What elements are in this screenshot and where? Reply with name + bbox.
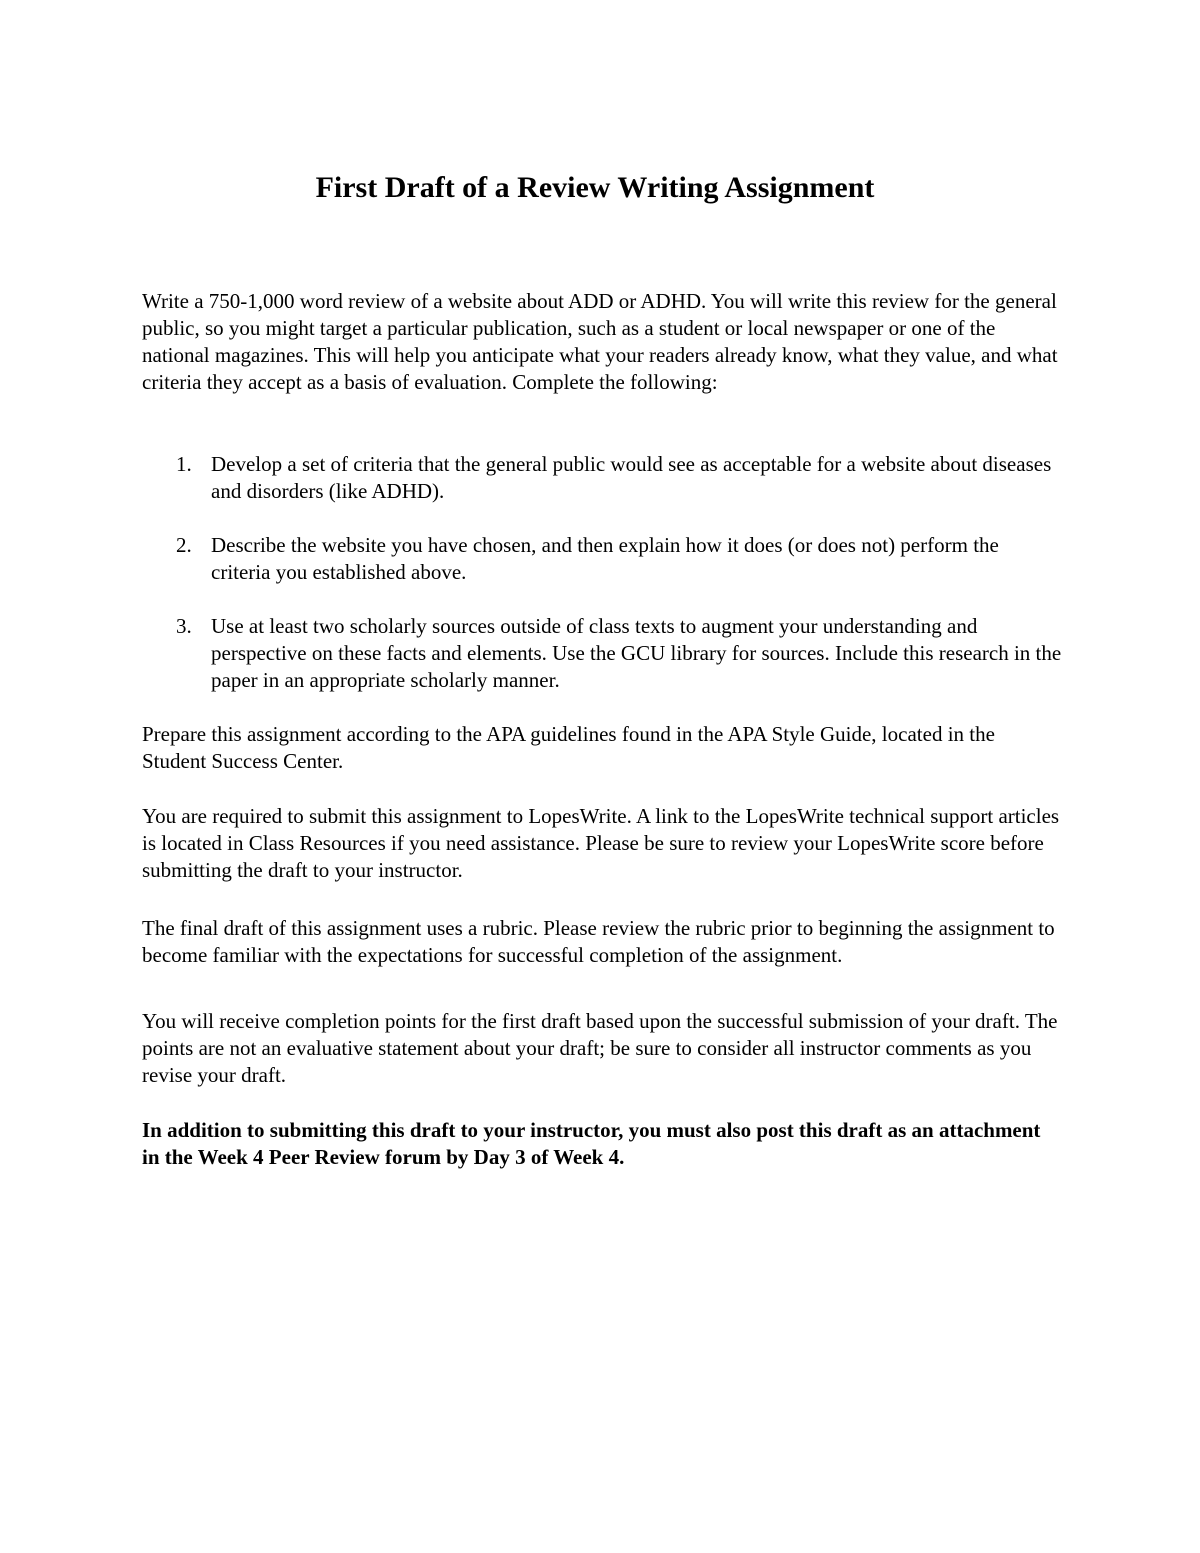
list-item-number: 1. bbox=[176, 452, 192, 476]
list-item bbox=[142, 532, 1062, 586]
list-item-text: Use at least two scholarly sources outside of class texts to augment your understanding and perspective on these facts and elements. Use the GCU library for sources. Include this research in the paper in an appropriate scholarly manner. bbox=[211, 614, 1062, 692]
lopeswrite-paragraph: You are required to submit this assignment to LopesWrite. A link to the LopesWrite technical support articles is located in Class Resources if you need assistance. Please be sure to review your LopesWrite score before submitting the draft to your instructor. bbox=[142, 804, 1060, 882]
intro-paragraph: Write a 750-1,000 word review of a website about ADD or ADHD. You will write this review for the general public, so you might target a particular publication, such as a student or local newspaper or one of the national magazines. This will help you anticipate what your readers already know, what they value, and what criteria they accept as a basis of evaluation. Complete the following: bbox=[142, 289, 1058, 394]
list-item-number: 2. bbox=[176, 533, 192, 557]
peer-review-instruction: In addition to submitting this draft to your instructor, you must also post this draft as an attachment in the Week 4 Peer Review forum by Day 3 of Week 4. bbox=[142, 1118, 1041, 1169]
completion-points-paragraph: You will receive completion points for the first draft based upon the successful submission of your draft. The points are not an evaluative statement about your draft; be sure to consider all instructor comments as you revise your draft. bbox=[142, 1009, 1058, 1087]
list-item-number: 3. bbox=[176, 614, 192, 638]
list-item bbox=[142, 613, 1062, 694]
page-title: First Draft of a Review Writing Assignment bbox=[315, 171, 875, 204]
list-item-text: Describe the website you have chosen, and then explain how it does (or does not) perform the criteria you established above. bbox=[211, 533, 999, 584]
apa-guidelines-paragraph: Prepare this assignment according to the APA guidelines found in the APA Style Guide, located in the Student Success Center. bbox=[142, 722, 995, 773]
list-item bbox=[142, 451, 1062, 505]
list-item-text: Develop a set of criteria that the general public would see as acceptable for a website about diseases and disorders (like ADHD). bbox=[211, 452, 1052, 503]
rubric-paragraph: The final draft of this assignment uses a rubric. Please review the rubric prior to beginning the assignment to become familiar with the expectations for successful completion of the assignment. bbox=[142, 916, 1055, 967]
steps-list bbox=[142, 451, 1062, 721]
